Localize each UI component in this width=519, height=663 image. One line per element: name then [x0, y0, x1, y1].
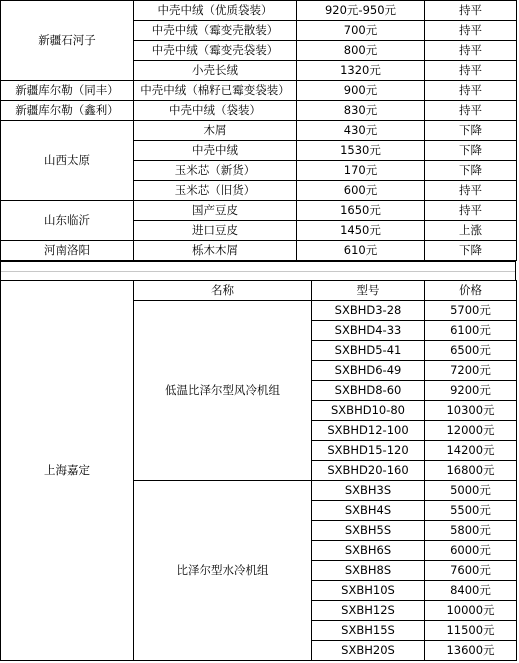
product-cell: 中壳中绒（袋装） [134, 101, 297, 121]
model-cell: SXBH15S [312, 621, 425, 641]
model-cell: SXBHD5-41 [312, 341, 425, 361]
product-cell: 玉米芯（新货） [134, 161, 297, 181]
price-cell: 430元 [297, 121, 425, 141]
price-cell: 830元 [297, 101, 425, 121]
trend-cell: 下降 [425, 161, 517, 181]
region-cell: 新疆库尔勒（同丰） [1, 81, 134, 101]
model-cell: SXBHD12-100 [312, 421, 425, 441]
product-cell: 国产豆皮 [134, 201, 297, 221]
model-cell: SXBHD4-33 [312, 321, 425, 341]
table-row [1, 101, 517, 121]
table-spacer-row [0, 261, 516, 280]
column-header-model: 型号 [312, 281, 425, 301]
product-cell: 中壳中绒（霉变壳散装） [134, 21, 297, 41]
trend-cell: 持平 [425, 61, 517, 81]
trend-cell: 持平 [425, 41, 517, 61]
product-cell: 进口豆皮 [134, 221, 297, 241]
price-cell: 1530元 [297, 141, 425, 161]
table-row [1, 1, 517, 21]
price-cell: 1650元 [297, 201, 425, 221]
product-cell: 中壳中绒 [134, 141, 297, 161]
price-cell: 610元 [297, 241, 425, 261]
model-cell: SXBHD3-28 [312, 301, 425, 321]
table-row [1, 201, 517, 221]
equipment-name-cell: 比泽尔型水冷机组 [134, 481, 312, 661]
price-cell: 170元 [297, 161, 425, 181]
price-cell: 5800元 [425, 521, 517, 541]
price-cell: 5500元 [425, 501, 517, 521]
model-cell: SXBH8S [312, 561, 425, 581]
model-cell: SXBH6S [312, 541, 425, 561]
trend-cell: 下降 [425, 241, 517, 261]
price-cell: 7600元 [425, 561, 517, 581]
trend-cell: 持平 [425, 21, 517, 41]
price-cell: 8400元 [425, 581, 517, 601]
region-cell: 河南洛阳 [1, 241, 134, 261]
price-cell: 920元-950元 [297, 1, 425, 21]
trend-cell: 持平 [425, 201, 517, 221]
price-cell: 5000元 [425, 481, 517, 501]
trend-cell: 持平 [425, 1, 517, 21]
trend-cell: 持平 [425, 101, 517, 121]
price-cell: 13600元 [425, 641, 517, 661]
equipment-table [0, 280, 517, 661]
price-cell: 9200元 [425, 381, 517, 401]
model-cell: SXBHD20-160 [312, 461, 425, 481]
price-cell: 7200元 [425, 361, 517, 381]
trend-cell: 上涨 [425, 221, 517, 241]
product-cell: 栎木木屑 [134, 241, 297, 261]
product-cell: 中壳中绒（优质袋装） [134, 1, 297, 21]
price-cell: 14200元 [425, 441, 517, 461]
price-cell: 1320元 [297, 61, 425, 81]
table-row [1, 241, 517, 261]
model-cell: SXBH10S [312, 581, 425, 601]
price-cell: 6100元 [425, 321, 517, 341]
price-cell: 800元 [297, 41, 425, 61]
price-cell: 16800元 [425, 461, 517, 481]
table-row [1, 81, 517, 101]
price-cell: 6500元 [425, 341, 517, 361]
trend-cell: 持平 [425, 81, 517, 101]
trend-cell: 下降 [425, 121, 517, 141]
trend-cell: 下降 [425, 141, 517, 161]
header-row [1, 281, 517, 301]
model-cell: SXBH4S [312, 501, 425, 521]
region-cell: 新疆库尔勒（鑫利） [1, 101, 134, 121]
price-cell: 6000元 [425, 541, 517, 561]
column-header-price: 价格 [425, 281, 517, 301]
price-cell: 10300元 [425, 401, 517, 421]
product-cell: 中壳中绒（棉籽已霉变袋装） [134, 81, 297, 101]
model-cell: SXBHD8-60 [312, 381, 425, 401]
price-cell: 600元 [297, 181, 425, 201]
model-cell: SXBHD10-80 [312, 401, 425, 421]
product-cell: 中壳中绒（霉变壳袋装） [134, 41, 297, 61]
model-cell: SXBH5S [312, 521, 425, 541]
price-cell: 11500元 [425, 621, 517, 641]
price-cell: 5700元 [425, 301, 517, 321]
price-cell: 1450元 [297, 221, 425, 241]
table-row [1, 121, 517, 141]
product-cell: 小壳长绒 [134, 61, 297, 81]
region-cell: 山西太原 [1, 121, 134, 201]
price-cell: 900元 [297, 81, 425, 101]
product-cell: 玉米芯（旧货） [134, 181, 297, 201]
model-cell: SXBHD15-120 [312, 441, 425, 461]
price-cell: 700元 [297, 21, 425, 41]
equipment-table-body [1, 281, 517, 661]
price-cell: 12000元 [425, 421, 517, 441]
model-cell: SXBH12S [312, 601, 425, 621]
model-cell: SXBH3S [312, 481, 425, 501]
price-table [0, 0, 517, 261]
region-cell: 上海嘉定 [1, 281, 134, 661]
region-cell: 山东临沂 [1, 201, 134, 241]
model-cell: SXBH20S [312, 641, 425, 661]
price-cell: 10000元 [425, 601, 517, 621]
price-table-body [1, 1, 517, 261]
model-cell: SXBHD6-49 [312, 361, 425, 381]
product-cell: 木屑 [134, 121, 297, 141]
column-header-name: 名称 [134, 281, 312, 301]
trend-cell: 持平 [425, 181, 517, 201]
region-cell: 新疆石河子 [1, 1, 134, 81]
equipment-name-cell: 低温比泽尔型风冷机组 [134, 301, 312, 481]
